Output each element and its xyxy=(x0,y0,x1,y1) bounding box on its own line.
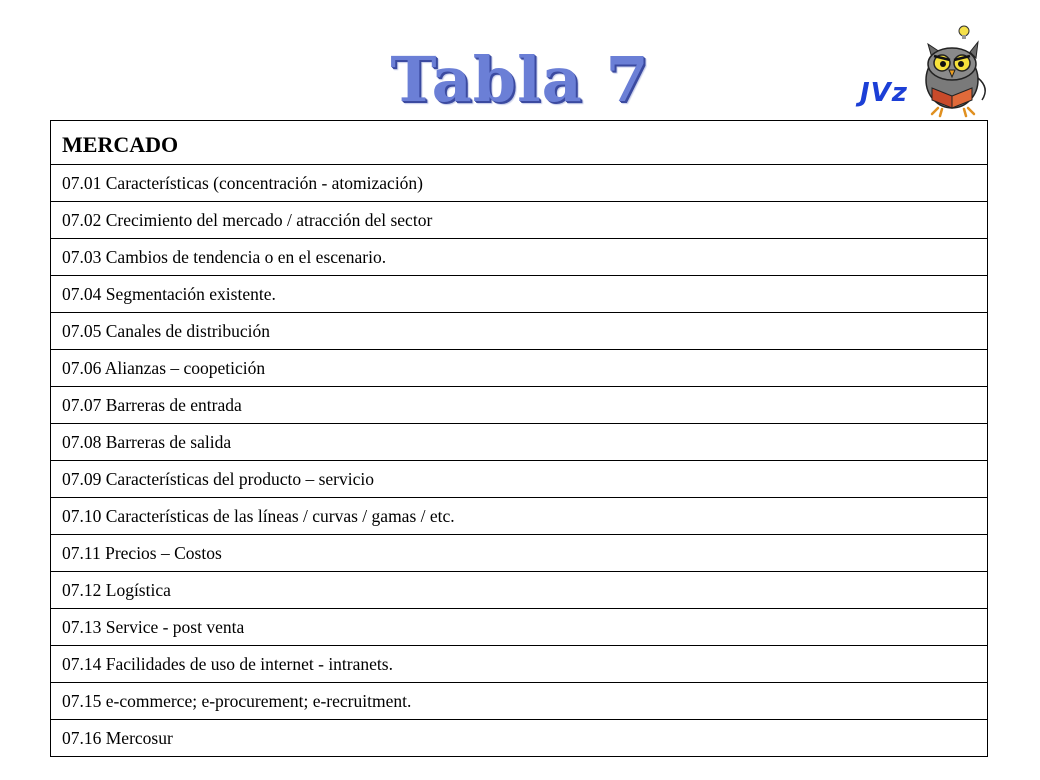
logo-text: JVz xyxy=(860,78,908,108)
table-row xyxy=(51,572,988,609)
table-cell: 07.16 Mercosur xyxy=(51,720,988,757)
table-cell: 07.12 Logística xyxy=(51,572,988,609)
table-cell: 07.04 Segmentación existente. xyxy=(51,276,988,313)
mercado-table xyxy=(50,120,988,757)
table-cell: 07.03 Cambios de tendencia o en el escenario. xyxy=(51,239,988,276)
table-cell: 07.09 Características del producto – servicio xyxy=(51,461,988,498)
table-row xyxy=(51,461,988,498)
table-cell: 07.01 Características (concentración - atomización) xyxy=(51,165,988,202)
table-cell: 07.06 Alianzas – coopetición xyxy=(51,350,988,387)
table-cell: 07.05 Canales de distribución xyxy=(51,313,988,350)
table-row xyxy=(51,350,988,387)
table-row xyxy=(51,424,988,461)
table-row xyxy=(51,313,988,350)
table-row xyxy=(51,498,988,535)
table-row xyxy=(51,276,988,313)
table-header: MERCADO xyxy=(51,121,988,165)
table-cell: 07.08 Barreras de salida xyxy=(51,424,988,461)
table-cell: 07.14 Facilidades de uso de internet - intranets. xyxy=(51,646,988,683)
table-row xyxy=(51,387,988,424)
owl-logo-icon xyxy=(918,22,998,118)
table-header-row xyxy=(51,121,988,165)
table-row xyxy=(51,609,988,646)
table-row xyxy=(51,202,988,239)
table-row xyxy=(51,535,988,572)
table-row xyxy=(51,165,988,202)
table-row xyxy=(51,239,988,276)
page-title: Tabla 7 xyxy=(390,43,650,116)
table-row xyxy=(51,646,988,683)
table-row xyxy=(51,683,988,720)
table-cell: 07.10 Características de las líneas / curvas / gamas / etc. xyxy=(51,498,988,535)
table-cell: 07.15 e-commerce; e-procurement; e-recruitment. xyxy=(51,683,988,720)
table-cell: 07.13 Service - post venta xyxy=(51,609,988,646)
table-cell: 07.07 Barreras de entrada xyxy=(51,387,988,424)
table-cell: 07.02 Crecimiento del mercado / atracción del sector xyxy=(51,202,988,239)
table-cell: 07.11 Precios – Costos xyxy=(51,535,988,572)
table-row xyxy=(51,720,988,757)
